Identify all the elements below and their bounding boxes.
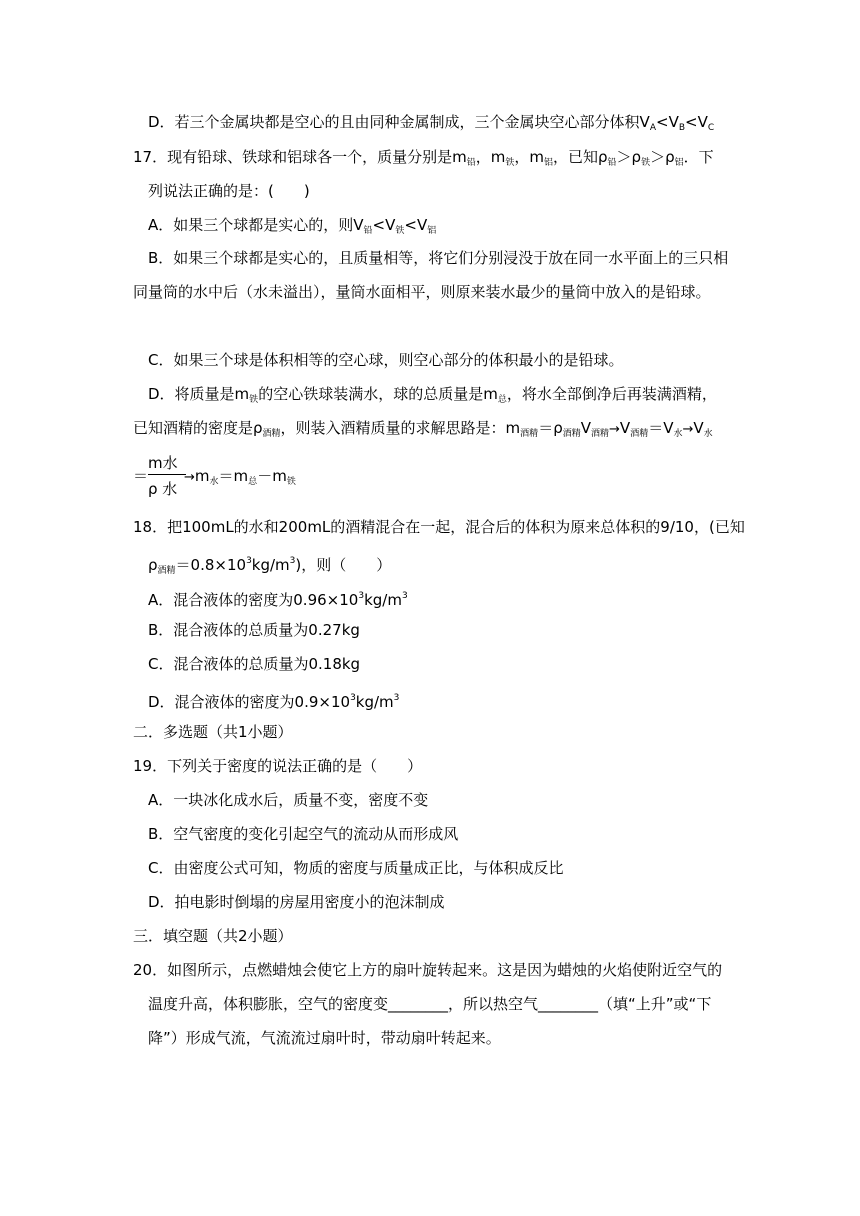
- q17-option-d-equals: ＝: [133, 467, 149, 485]
- q20-line3: 降”）形成气流，气流流过扇叶时，带动扇叶转起来。: [148, 1029, 501, 1047]
- q20-line1: 20．如图所示，点燃蜡烛会使它上方的扇叶旋转起来。这是因为蜡烛的火焰使附近空气的: [133, 961, 723, 979]
- q17-option-b-line1: B．如果三个球都是实心的，且质量相等，将它们分别浸没于放在同一水平面上的三只相: [148, 249, 729, 267]
- q18-option-c: C．混合液体的总质量为0.18kg: [148, 655, 361, 673]
- q19-option-a: A．一块冰化成水后，质量不变，密度不变: [148, 791, 429, 809]
- q17-option-d-line2: 已知酒精的密度是$\rho_{酒精}$，则装入酒精质量的求解思路是：$m_{酒精}=\rho_{酒精}V_{酒精}\to V_{酒精}=V_水\to V_水$: [133, 419, 713, 439]
- fraction-denominator: ρ 水: [148, 480, 178, 498]
- q17-option-b-line2: 同量筒的水中后（水未溢出），量筒水面相平，则原来装水最少的量筒中放入的是铅球。: [133, 283, 711, 301]
- section-heading-multiple-choice: 二．多选题（共1小题）: [133, 723, 293, 741]
- q18-stem-line2: $\rho_{酒精}=0.8\times 10^3kg/m^3$)，则（ ）: [148, 556, 392, 576]
- fraction-bar: [148, 474, 186, 475]
- q19-stem: 19．下列关于密度的说法正确的是（ ）: [133, 757, 423, 775]
- q17-option-d-line3: $\to m_水=m_总-m_铁$: [184, 467, 296, 487]
- q19-option-b: B．空气密度的变化引起空气的流动从而形成风: [148, 825, 459, 843]
- q19-option-c: C．由密度公式可知，物质的密度与质量成正比，与体积成反比: [148, 859, 564, 877]
- q16-option-d: D．若三个金属块都是空心的且由同种金属制成，三个金属块空心部分体积$V_A<V_B<V_C$: [148, 113, 715, 133]
- q18-option-b: B．混合液体的总质量为0.27kg: [148, 621, 360, 639]
- q18-option-d: D．混合液体的密度为$0.9\times 10^3kg/m^3$: [148, 693, 400, 711]
- q17-option-c: C．如果三个球是体积相等的空心球，则空心部分的体积最小的是铅球。: [148, 351, 624, 369]
- q20-line2: 温度升高，体积膨胀，空气的密度变________，所以热空气________（填“上升”或“下: [148, 995, 712, 1013]
- q17-option-a: A．如果三个球都是实心的，则$V_铅<V_铁<V_铝$: [148, 216, 437, 236]
- q17-stem-line1: 17．现有铅球、铁球和铝球各一个，质量分别是$m_铅$，$m_铁$，$m_铝$，已知$\rho_铅>\rho_铁>\rho_铝$．下: [133, 148, 714, 168]
- q18-stem-line1: 18．把100mL的水和200mL的酒精混合在一起，混合后的体积为原来总体积的9/10，(已知: [133, 518, 745, 536]
- q17-fraction: [132, 452, 182, 502]
- q18-option-a: A．混合液体的密度为$0.96\times 10^3kg/m^3$: [148, 591, 408, 609]
- fraction-numerator: m水: [148, 454, 178, 472]
- q17-stem-line2: 列说法正确的是：( ): [148, 182, 310, 200]
- section-heading-fill-in: 三．填空题（共2小题）: [133, 927, 293, 945]
- q19-option-d: D．拍电影时倒塌的房屋用密度小的泡沫制成: [148, 893, 445, 911]
- q17-option-d-line1: D．将质量是$m_铁$的空心铁球装满水，球的总质量是$m_总$，将水全部倒净后再装满酒精，: [148, 385, 717, 405]
